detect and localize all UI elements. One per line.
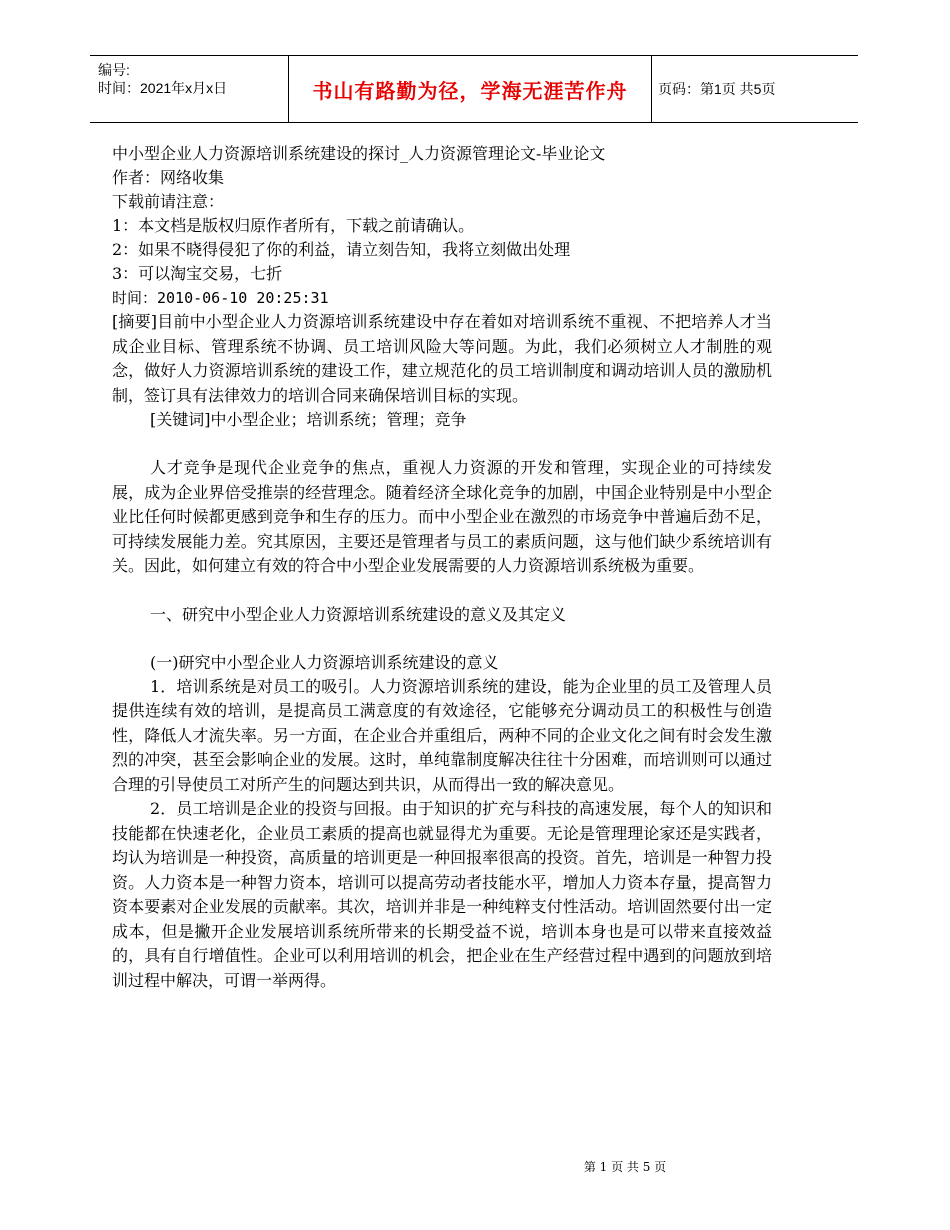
notice-item-2: 2：如果不晓得侵犯了你的利益，请立刻告知，我将立刻做出处理 (112, 240, 571, 259)
header-page-info: 页码：第1页 共5页 (658, 81, 776, 97)
footer-page-number: 第 1 页 共 5 页 (583, 1160, 667, 1174)
point-1-paragraph: 1．培训系统是对员工的吸引。人力资源培训系统的建设，能为企业里的员工及管理人员提供连续有效的培训，是提高员工满意度的有效途径，它能够充分调动员工的积极性与创造性，降低人才流失率。另一方面，在企业合并重组后，两种不同的企业文化之间有时会发生激烈的冲突，甚至会影响企业的发展。这时，单纯靠制度解决往往十分困难，而培训则可以通过合理的引导使员工对所产生的问题达到共识，从而得出一致的解决意见。 (112, 676, 772, 794)
notice-title: 下载前请注意： (112, 192, 225, 211)
notice-item-1: 1：本文档是版权归原作者所有，下载之前请确认。 (112, 216, 475, 235)
document-number-label: 编号: (98, 62, 130, 78)
header-motto: 书山有路勤为径，学海无涯苦作舟 (288, 56, 652, 122)
abstract-paragraph: [摘要]目前中小型企业人力资源培训系统建设中存在着如对培训系统不重视、不把培养人才当成企业目标、管理系统不协调、员工培训风险大等问题。为此，我们必须树立人才制胜的观念，做好人力资源培训系统的建设工作，建立规范化的员工培训制度和调动培训人员的激励机制，签订具有法律效力的培训合同来确保培训目标的实现。 (112, 312, 772, 405)
page-footer (0, 1158, 950, 1175)
document-time-label: 时间：2021年x月x日 (98, 80, 228, 96)
document-author: 作者：网络收集 (112, 168, 225, 187)
header-meta (90, 56, 288, 122)
publish-time: 时间：2010-06-10 20:25:31 (112, 289, 329, 307)
section-heading-1: 一、研究中小型企业人力资源培训系统建设的意义及其定义 (150, 604, 567, 624)
page-header (90, 55, 858, 123)
keywords-line: [关键词]中小型企业；培训系统；管理；竞争 (150, 410, 467, 429)
notice-item-3: 3：可以淘宝交易，七折 (112, 264, 283, 283)
intro-paragraph: 人才竞争是现代企业竞争的焦点，重视人力资源的开发和管理，实现企业的可持续发展，成为企业界倍受推崇的经营理念。随着经济全球化竞争的加剧，中国企业特别是中小型企业比任何时候都更感到竞争和生存的压力。而中小型企业在激烈的市场竞争中普遍后劲不足，可持续发展能力差。究其原因，主要还是管理者与员工的素质问题，这与他们缺少系统培训有关。因此，如何建立有效的符合中小型企业发展需要的人力资源培训系统极为重要。 (112, 458, 772, 575)
point-2-paragraph: 2．员工培训是企业的投资与回报。由于知识的扩充与科技的高速发展，每个人的知识和技能都在快速老化，企业员工素质的提高也就显得尤为重要。无论是管理理论家还是实践者，均认为培训是一种投资，高质量的培训更是一种回报率很高的投资。首先，培训是一种智力投资。人力资本是一种智力资本，培训可以提高劳动者技能水平，增加人力资本存量，提高智力资本要素对企业发展的贡献率。其次，培训并非是一种纯粹支付性活动。培训固然要付出一定成本，但是撇开企业发展培训系统所带来的长期受益不说，培训本身也是可以带来直接效益的，具有自行增值性。企业可以利用培训的机会，把企业在生产经营过程中遇到的问题放到培训过程中解决，可谓一举两得。 (112, 799, 772, 990)
document-title: 中小型企业人力资源培训系统建设的探讨_人力资源管理论文-毕业论文 (112, 144, 606, 163)
document-body (112, 142, 772, 993)
subsection-heading-1: (一)研究中小型企业人力资源培训系统建设的意义 (150, 652, 499, 672)
